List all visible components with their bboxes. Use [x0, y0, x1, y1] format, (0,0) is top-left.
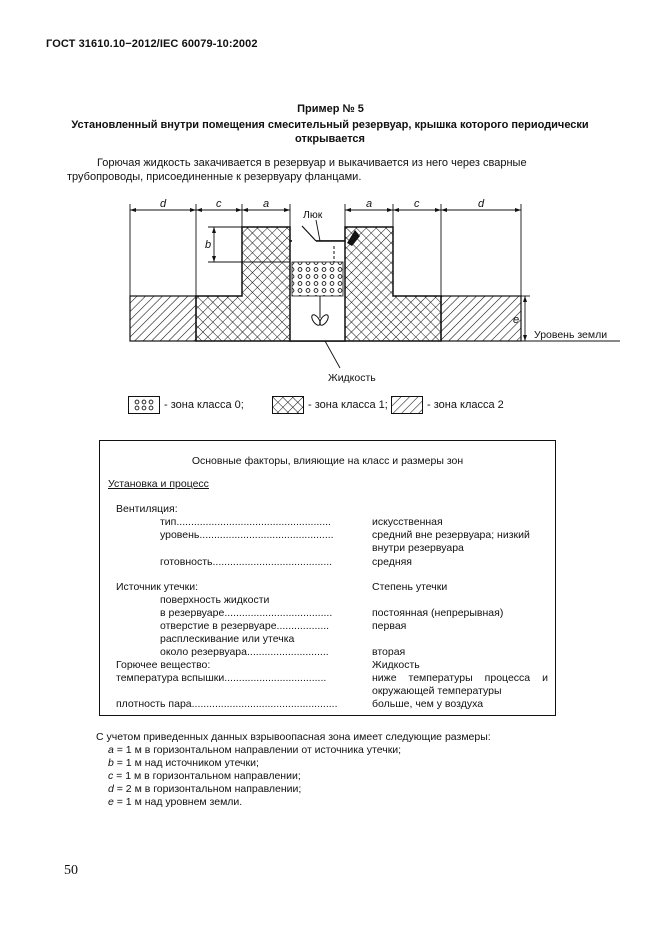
zone1-swatch [272, 396, 304, 414]
zone2-swatch [391, 396, 423, 414]
level-value: средний вне резервуара; низкий внутри резервуара [372, 529, 530, 554]
dim-c-right: c [414, 198, 420, 210]
factors-title: Основные факторы, влияющие на класс и размеры зон [191, 455, 464, 467]
level-label: уровень.............................................. [160, 529, 334, 541]
example-subtitle: Установленный внутри помещения смесительный резервуар, крышка которого периодически открывается [71, 119, 589, 145]
ground-level-label: Уровень земли [534, 329, 608, 341]
dim-c-left: c [216, 198, 222, 210]
hatch-label: Люк [303, 209, 323, 221]
dimension-c: c = 1 м в горизонтальном направлении; [108, 770, 301, 782]
factors-box [99, 440, 556, 716]
dim-e: e [513, 314, 520, 326]
zone2-left [130, 296, 196, 341]
dimension-a: a = 1 м в горизонтальном направлении от источника утечки; [108, 744, 402, 756]
factors-section: Установка и процесс [108, 478, 209, 490]
zone-diagram [0, 190, 661, 390]
page-number: 50 [64, 863, 78, 878]
source-heading: Источник утечки: [116, 581, 199, 593]
dim-a-left: a [263, 198, 270, 210]
substance-value: Жидкость [372, 659, 420, 671]
opening-value: первая [372, 620, 407, 632]
splash-value: вторая [372, 646, 406, 658]
type-label: тип..................................................... [160, 516, 331, 528]
opening-label: отверстие в резервуаре.................. [160, 620, 330, 632]
legend-zone1 [272, 396, 388, 414]
availability-label: готовность......................................... [160, 556, 333, 568]
zone2-right [441, 296, 521, 341]
type-value: искусственная [372, 516, 443, 528]
example-title: Пример № 5 [297, 103, 364, 115]
splash-label-2: около резервуара............................ [160, 646, 329, 658]
density-label: плотность пара.................................................. [116, 698, 338, 710]
substance-heading: Горючее вещество: [116, 659, 211, 671]
availability-value: средняя [372, 556, 412, 568]
dimension-b: b = 1 м над источником утечки; [108, 757, 259, 769]
dim-b: b [205, 239, 212, 251]
surface-value: постоянная (непрерывная) [372, 607, 504, 619]
legend-zone0 [128, 396, 244, 414]
dim-d-left: d [160, 198, 167, 210]
surface-label-2: в резервуаре..................................... [160, 607, 333, 619]
dimension-d: d = 2 м в горизонтальном направлении; [108, 783, 302, 795]
dimensions-intro: С учетом приведенных данных взрывоопасная зона имеет следующие размеры: [96, 731, 491, 743]
document-header: ГОСТ 31610.10−2012/IEC 60079-10:2002 [46, 38, 258, 50]
dimension-e: e = 1 м над уровнем земли. [108, 796, 243, 808]
flash-value: ниже температуры процесса и окружающей температуры [372, 672, 548, 697]
degree-heading: Степень утечки [372, 581, 448, 593]
legend-zone2-text: - зона класса 2 [427, 399, 504, 411]
liquid-label: Жидкость [328, 372, 376, 384]
surface-label-1: поверхность жидкости [160, 594, 270, 606]
intro-paragraph: Горючая жидкость закачивается в резервуар и выкачивается из него через сварные трубопроводы, присоединенные к резервуару фланцами. [67, 157, 527, 183]
diagram-legend [128, 396, 548, 418]
dim-a-right: a [366, 198, 373, 210]
lid-open [302, 226, 316, 241]
density-value: больше, чем у воздуха [372, 698, 484, 710]
flash-label: температура вспышки................................... [116, 672, 327, 684]
zone0-swatch [128, 396, 160, 414]
legend-zone1-text: - зона класса 1; [308, 399, 388, 411]
dimensions-list [108, 744, 401, 809]
legend-zone2 [391, 396, 504, 414]
legend-zone0-text: - зона класса 0; [164, 399, 244, 411]
ventilation-heading: Вентиляция: [116, 503, 178, 515]
dim-d-right: d [478, 198, 485, 210]
splash-label-1: расплескивание или утечка [160, 633, 295, 645]
zone0-area [292, 262, 343, 296]
